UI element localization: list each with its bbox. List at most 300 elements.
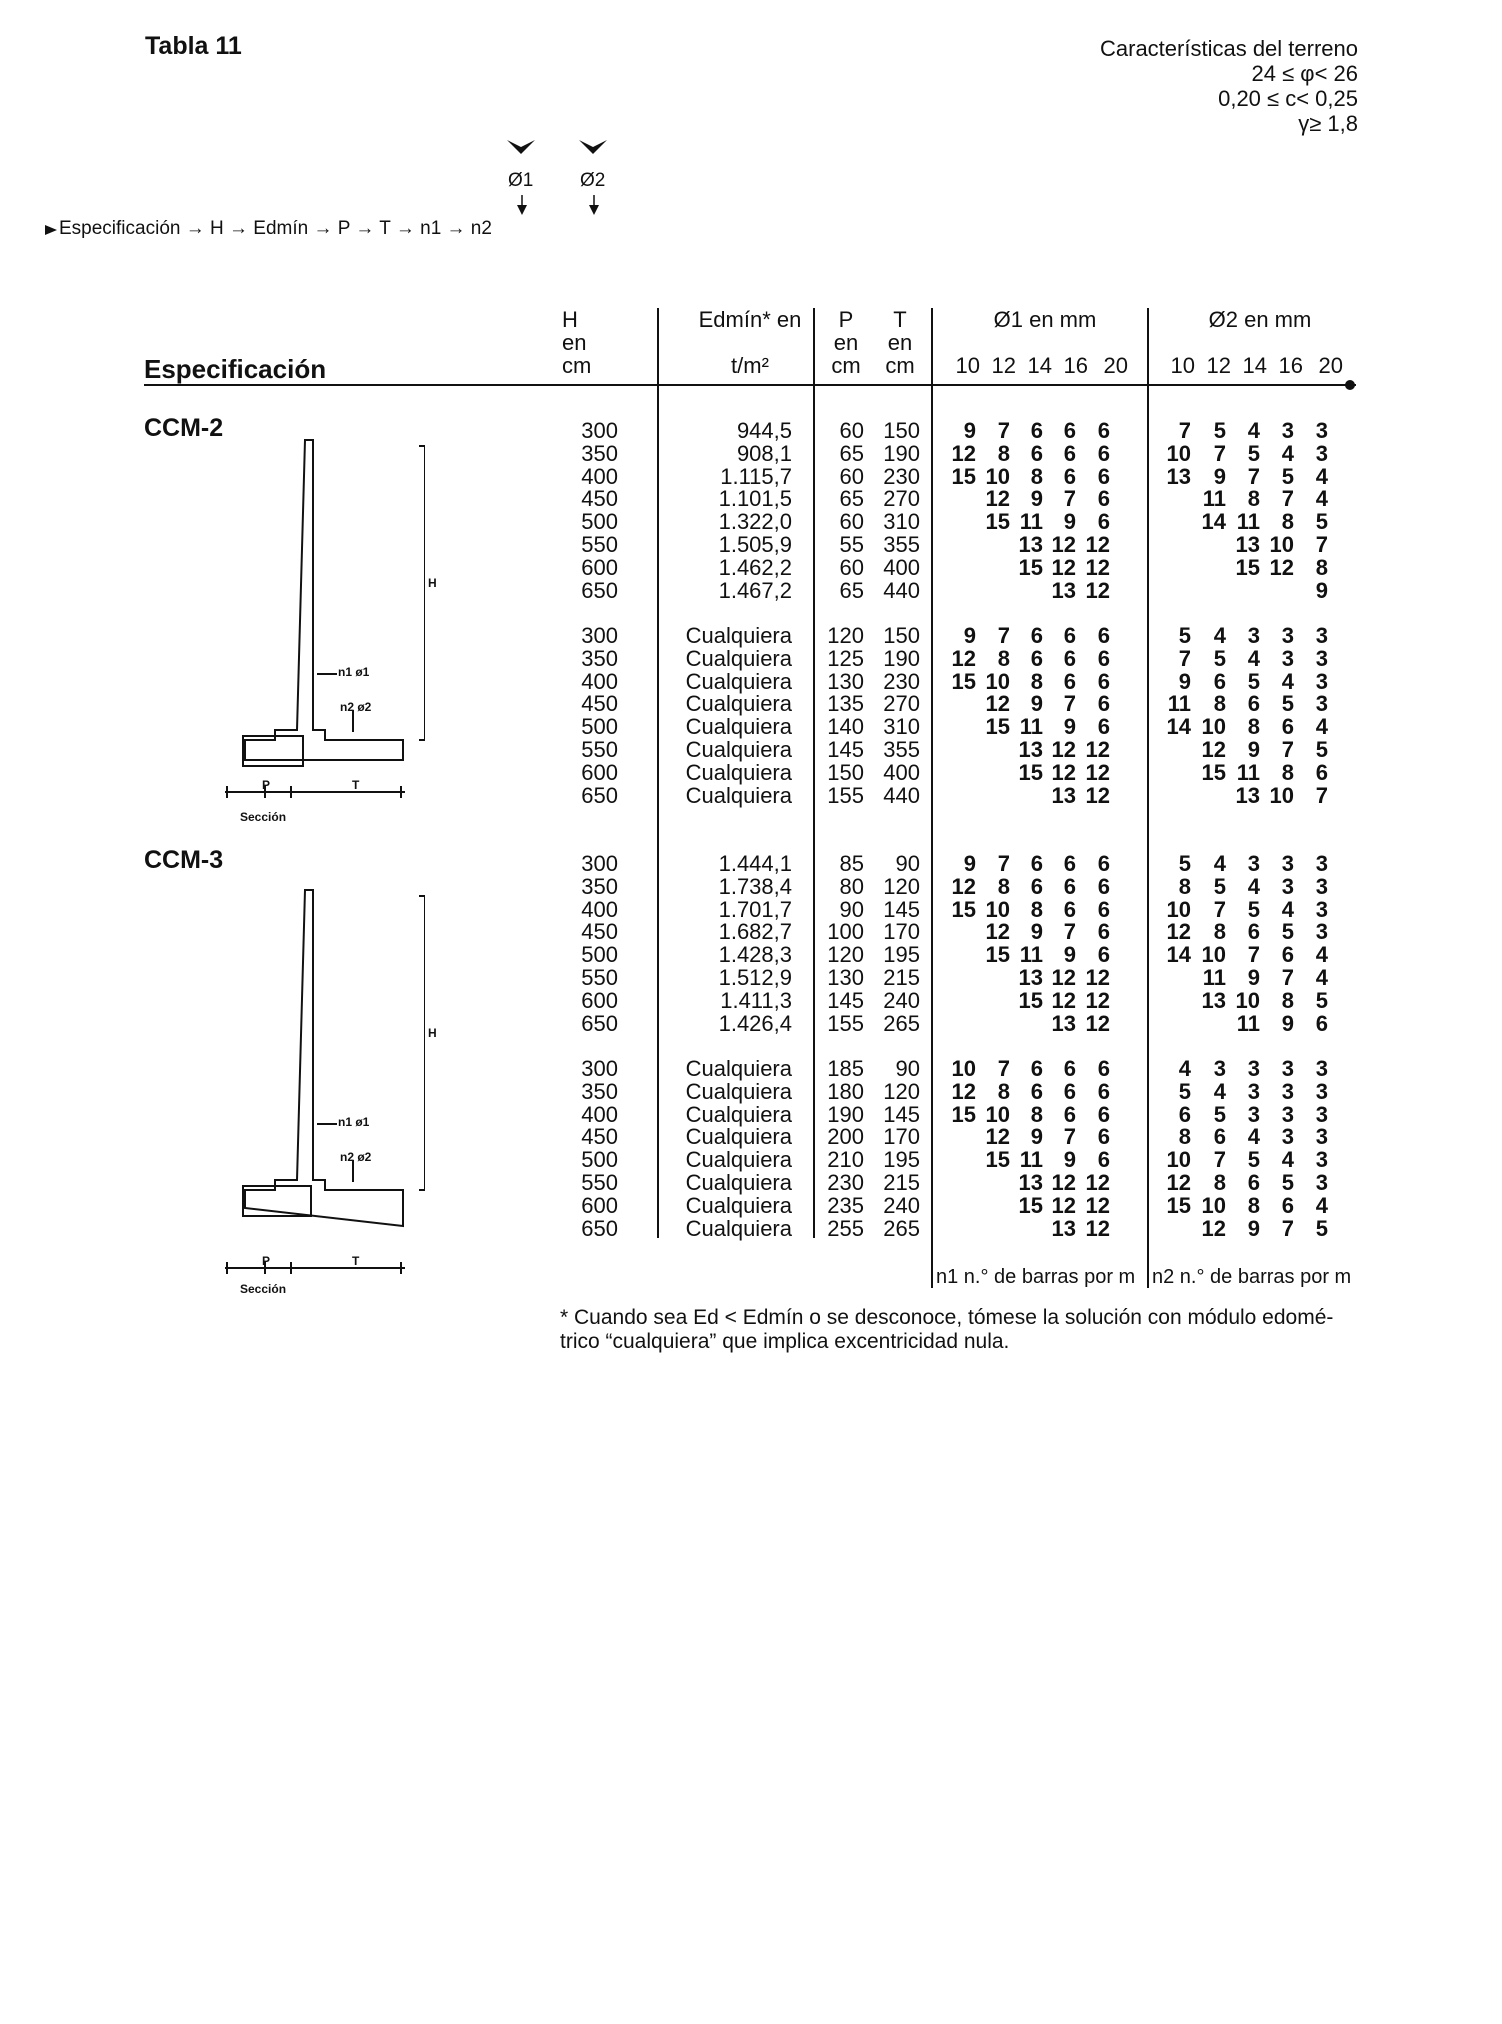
cell-edmin: 1.444,1 [718,851,792,876]
table-title: Tabla 11 [145,32,242,60]
cell-n1-d14: 6 [1030,623,1043,648]
cell-n2-d12: 3 [1213,1056,1226,1081]
cell-n2-d16: 12 [1269,554,1294,580]
cell-n2-d20: 8 [1315,554,1328,580]
cell-n1-d20: 12 [1085,1010,1110,1036]
cell-edmin: Cualquiera [685,759,792,785]
cell-n1-d12: 8 [997,873,1010,899]
ccm3-label: CCM-3 [144,846,224,874]
cell-h: 550 [581,965,618,990]
cell-n2-d20: 3 [1315,440,1328,466]
cell-n2-d16: 6 [1281,1192,1294,1218]
cell-n1-d16: 13 [1051,1215,1076,1241]
cell-n1-d20: 6 [1097,851,1110,876]
cell-n1-d16: 6 [1063,463,1076,489]
cell-edmin: 1.462,2 [718,554,792,580]
cell-edmin: Cualquiera [685,623,792,648]
cell-n2-d16: 10 [1269,782,1294,808]
phi2-diameter-14: 14 [1242,353,1267,378]
cell-n1-d20: 6 [1097,896,1110,922]
cell-n1-d16: 6 [1063,668,1076,694]
cell-h: 350 [581,1078,618,1104]
cell-t: 145 [883,896,920,922]
cell-p: 120 [827,942,864,968]
cell-n1-d14: 6 [1030,873,1043,899]
cell-n1-d12: 15 [985,1147,1010,1173]
cell-p: 65 [839,577,864,603]
cell-edmin: Cualquiera [685,782,792,808]
cell-n1-d20: 6 [1097,1078,1110,1104]
cell-n1-d20: 12 [1085,965,1110,990]
cell-n2-d20: 3 [1315,668,1328,694]
cell-n2-d16: 3 [1281,1078,1294,1104]
cell-n2-d12: 8 [1213,919,1226,945]
cell-n1-d14: 6 [1030,1078,1043,1104]
cell-n1-d10: 15 [951,1101,976,1127]
cell-edmin: Cualquiera [685,668,792,694]
cell-edmin: 1.682,7 [718,919,792,945]
cell-n2-d14: 3 [1247,1056,1260,1081]
cell-t: 90 [895,851,920,876]
ccm2-h-label: H [428,576,437,590]
cell-n1-d14: 11 [1019,942,1043,968]
cell-edmin: 944,5 [736,418,792,443]
cell-n2-d14: 9 [1247,965,1260,990]
cell-n1-d14: 6 [1030,1056,1043,1081]
cell-h: 600 [581,554,618,580]
cell-n1-d16: 12 [1051,759,1076,785]
cell-n1-d12: 12 [985,486,1010,512]
cell-n2-d14: 5 [1247,896,1260,922]
cell-n1-d16: 12 [1051,554,1076,580]
cell-n2-d16: 3 [1281,873,1294,899]
cell-n1-d16: 9 [1063,509,1076,535]
cell-edmin: 1.428,3 [718,942,792,968]
cell-n1-d20: 6 [1097,691,1110,717]
cell-h: 500 [581,509,618,535]
cell-h: 600 [581,759,618,785]
cell-n1-d20: 6 [1097,463,1110,489]
ccm3-n1-label: n1 ø1 [338,1115,370,1129]
flow-phi2: Ø2 [580,170,606,191]
cell-n1-d10: 12 [951,1078,976,1104]
cell-p: 150 [827,759,864,785]
cell-h: 450 [581,691,618,717]
cell-n2-d14: 9 [1247,1215,1260,1241]
cell-h: 500 [581,714,618,740]
cell-n1-d10: 15 [951,896,976,922]
cell-n1-d14: 9 [1030,691,1043,717]
cell-n2-d12: 12 [1201,1215,1226,1241]
cell-edmin: Cualquiera [685,1147,792,1173]
ccm3-t-label: T [352,1254,360,1268]
cell-n2-d10: 5 [1178,623,1191,648]
cell-n1-d10: 10 [951,1056,976,1081]
cell-n1-d12: 7 [997,1056,1010,1081]
cell-h: 550 [581,737,618,762]
cell-n2-d14: 8 [1247,1192,1260,1218]
cell-n2-d14: 5 [1247,668,1260,694]
cell-n2-d16: 3 [1281,1056,1294,1081]
cell-n1-d10: 12 [951,645,976,671]
cell-n2-d20: 5 [1315,987,1328,1013]
cell-n1-d12: 8 [997,440,1010,466]
cell-n2-d20: 3 [1315,851,1328,876]
cell-n1-d14: 9 [1030,1124,1043,1150]
cell-n2-d10: 7 [1178,645,1191,671]
cell-n1-d20: 6 [1097,919,1110,945]
cell-n2-d12: 10 [1201,942,1226,968]
cell-p: 180 [827,1078,864,1104]
cell-h: 350 [581,645,618,671]
cell-n1-d14: 15 [1018,987,1043,1013]
cell-n2-d14: 5 [1247,440,1260,466]
cell-n2-d20: 3 [1315,1101,1328,1127]
flow-phi1: Ø1 [508,170,534,191]
cell-edmin: 1.322,0 [718,509,792,535]
cell-n2-d14: 6 [1247,691,1260,717]
cell-p: 255 [827,1215,864,1241]
cell-n1-d20: 12 [1085,759,1110,785]
terrain-title: Características del terreno [1100,36,1358,61]
cell-n2-d16: 6 [1281,714,1294,740]
cell-n1-d20: 6 [1097,418,1110,443]
cell-n2-d10: 8 [1178,1124,1191,1150]
terrain-line-1: 24 ≤ φ< 26 [1251,61,1358,86]
cell-n2-d16: 5 [1281,463,1294,489]
cell-n1-d12: 7 [997,851,1010,876]
cell-n1-d20: 12 [1085,987,1110,1013]
cell-n1-d16: 13 [1051,577,1076,603]
cell-p: 60 [839,509,864,535]
cell-h: 300 [581,623,618,648]
cell-p: 120 [827,623,864,648]
cell-n2-d14: 7 [1247,942,1260,968]
cell-n1-d20: 6 [1097,1147,1110,1173]
cell-n2-d20: 7 [1315,532,1328,557]
cell-n1-d14: 13 [1018,1170,1043,1195]
cell-n2-d20: 3 [1315,1147,1328,1173]
cell-n2-d12: 9 [1213,463,1226,489]
cell-n2-d20: 5 [1315,509,1328,535]
cell-n1-d20: 6 [1097,942,1110,968]
cell-p: 60 [839,463,864,489]
cell-n2-d20: 6 [1315,759,1328,785]
cell-n2-d10: 10 [1166,896,1191,922]
cell-n2-d10: 15 [1166,1192,1191,1218]
e-header: Edmín* en t/m² [698,307,802,378]
cell-n2-d16: 4 [1281,896,1294,922]
cell-n1-d12: 12 [985,919,1010,945]
cell-h: 500 [581,1147,618,1173]
cell-p: 190 [827,1101,864,1127]
cell-n1-d14: 8 [1030,896,1043,922]
cell-n2-d12: 10 [1201,714,1226,740]
cell-n2-d10: 13 [1166,463,1191,489]
cell-n2-d16: 3 [1281,1101,1294,1127]
cell-h: 600 [581,987,618,1013]
cell-h: 300 [581,1056,618,1081]
p-header: P en cm [831,307,861,378]
cell-h: 300 [581,418,618,443]
ccm2-t-label: T [352,778,360,792]
cell-n1-d16: 12 [1051,965,1076,990]
cell-n2-d20: 3 [1315,1124,1328,1150]
cell-n2-d14: 4 [1247,645,1260,671]
cell-n2-d14: 7 [1247,463,1260,489]
cell-edmin: 1.505,9 [718,532,792,557]
cell-edmin: 908,1 [736,440,792,466]
cell-n1-d16: 7 [1063,486,1076,512]
cell-n1-d14: 6 [1030,645,1043,671]
cell-n2-d20: 3 [1315,873,1328,899]
cell-n1-d12: 8 [997,1078,1010,1104]
cell-t: 265 [883,1010,920,1036]
cell-n1-d20: 6 [1097,1124,1110,1150]
cell-n1-d10: 9 [963,623,976,648]
cell-n2-d12: 4 [1213,851,1226,876]
cell-n2-d16: 3 [1281,645,1294,671]
cell-h: 500 [581,942,618,968]
cell-n2-d14: 11 [1236,509,1260,535]
cell-n2-d12: 13 [1201,987,1226,1013]
cell-n2-d10: 11 [1167,691,1191,717]
cell-n2-d20: 3 [1315,919,1328,945]
phi1-header: Ø1 en mm [993,307,1097,332]
cell-edmin: 1.115,7 [720,463,792,489]
cell-n1-d16: 12 [1051,532,1076,557]
cell-p: 65 [839,440,864,466]
cell-edmin: Cualquiera [685,645,792,671]
cell-t: 310 [883,714,920,740]
cell-edmin: 1.467,2 [718,577,792,603]
cell-n2-d14: 10 [1235,987,1260,1013]
cell-t: 150 [883,418,920,443]
cell-n1-d20: 12 [1085,782,1110,808]
cell-p: 80 [839,873,864,899]
cell-n2-d16: 7 [1281,1215,1294,1241]
cell-t: 230 [883,668,920,694]
cell-n2-d10: 10 [1166,440,1191,466]
cell-t: 240 [883,987,920,1013]
cell-n1-d14: 13 [1018,532,1043,557]
cell-t: 240 [883,1192,920,1218]
cell-n2-d12: 5 [1213,418,1226,443]
cell-n1-d20: 6 [1097,440,1110,466]
cell-p: 130 [827,668,864,694]
cell-p: 155 [827,1010,864,1036]
cell-n2-d12: 5 [1213,645,1226,671]
cell-h: 400 [581,463,618,489]
cell-n2-d20: 3 [1315,691,1328,717]
cell-n1-d16: 6 [1063,1056,1076,1081]
cell-h: 650 [581,577,618,603]
cell-h: 400 [581,668,618,694]
cell-n2-d16: 4 [1281,668,1294,694]
cell-n2-d20: 5 [1315,737,1328,762]
cell-n2-d10: 5 [1178,851,1191,876]
cell-edmin: Cualquiera [685,1215,792,1241]
cell-n1-d10: 15 [951,463,976,489]
cell-n2-d12: 8 [1213,1170,1226,1195]
cell-n2-d16: 6 [1281,942,1294,968]
cell-n1-d20: 12 [1085,532,1110,557]
cell-h: 650 [581,1010,618,1036]
cell-n2-d12: 5 [1213,873,1226,899]
cell-n1-d12: 15 [985,942,1010,968]
phi2-diameter-20: 20 [1318,353,1343,378]
cell-n1-d12: 12 [985,691,1010,717]
cell-p: 85 [839,851,864,876]
cell-n2-d16: 3 [1281,851,1294,876]
cell-n1-d14: 11 [1019,1147,1043,1173]
cell-n2-d12: 4 [1213,623,1226,648]
cell-n2-d12: 7 [1213,896,1226,922]
cell-n2-d14: 9 [1247,737,1260,762]
cell-n2-d20: 6 [1315,1010,1328,1036]
cell-n2-d14: 4 [1247,418,1260,443]
cell-n1-d14: 13 [1018,737,1043,762]
cell-n2-d14: 13 [1235,532,1260,557]
cell-p: 185 [827,1056,864,1081]
cell-n2-d20: 4 [1315,942,1328,968]
cell-n1-d14: 8 [1030,463,1043,489]
cell-n2-d14: 15 [1235,554,1260,580]
cell-n2-d12: 7 [1213,440,1226,466]
cell-n2-d14: 3 [1247,1101,1260,1127]
cell-n2-d14: 4 [1247,873,1260,899]
cell-n2-d20: 3 [1315,1170,1328,1195]
cell-p: 145 [827,987,864,1013]
cell-n1-d10: 9 [963,418,976,443]
cell-n1-d20: 6 [1097,714,1110,740]
t-header: T en cm [885,307,915,378]
cell-n2-d16: 5 [1281,1170,1294,1195]
cell-n2-d10: 5 [1178,1078,1191,1104]
cell-h: 450 [581,486,618,512]
cell-n1-d16: 6 [1063,623,1076,648]
cell-n1-d16: 7 [1063,1124,1076,1150]
cell-n1-d20: 12 [1085,1192,1110,1218]
cell-t: 355 [883,737,920,762]
cell-h: 300 [581,851,618,876]
ccm3-p-label: P [262,1254,271,1268]
phi2-diameter-16: 16 [1278,353,1303,378]
cell-t: 215 [883,1170,920,1195]
cell-n1-d20: 6 [1097,1101,1110,1127]
cell-n2-d20: 3 [1315,623,1328,648]
cell-h: 650 [581,782,618,808]
cell-n2-d10: 12 [1166,1170,1191,1195]
cell-n1-d14: 6 [1030,851,1043,876]
cell-edmin: Cualquiera [685,1078,792,1104]
cell-n1-d20: 6 [1097,1056,1110,1081]
cell-n2-d16: 8 [1281,759,1294,785]
cell-n1-d16: 13 [1051,782,1076,808]
cell-n1-d16: 7 [1063,691,1076,717]
cell-p: 235 [827,1192,864,1218]
cell-p: 210 [827,1147,864,1173]
cell-n2-d20: 3 [1315,645,1328,671]
cell-h: 600 [581,1192,618,1218]
cell-n2-d10: 6 [1178,1101,1191,1127]
cell-t: 195 [883,942,920,968]
cell-edmin: Cualquiera [685,1192,792,1218]
phi1-diameter-20: 20 [1103,353,1128,378]
cell-n2-d10: 7 [1178,418,1191,443]
cell-n2-d12: 15 [1201,759,1226,785]
cell-n1-d20: 6 [1097,509,1110,535]
cell-edmin: Cualquiera [685,691,792,717]
ccm2-n2-label: n2 ø2 [340,700,372,714]
cell-edmin: 1.101,5 [718,486,792,512]
cell-n2-d14: 6 [1247,1170,1260,1195]
cell-n1-d14: 9 [1030,486,1043,512]
phi1-diameter-10: 10 [955,353,980,378]
cell-n1-d16: 6 [1063,1078,1076,1104]
terrain-line-3: γ≥ 1,8 [1298,111,1358,136]
cell-p: 130 [827,965,864,990]
cell-n1-d12: 10 [985,1101,1010,1127]
cell-p: 230 [827,1170,864,1195]
cell-t: 120 [883,873,920,899]
cell-t: 190 [883,645,920,671]
phi1-diameter-12: 12 [991,353,1016,378]
cell-t: 145 [883,1101,920,1127]
cell-t: 170 [883,1124,920,1150]
cell-n2-d12: 6 [1213,1124,1226,1150]
cell-n2-d16: 3 [1281,418,1294,443]
cell-t: 440 [883,782,920,808]
cell-edmin: Cualquiera [685,1101,792,1127]
ccm2-p-label: P [262,778,271,792]
cell-edmin: 1.411,3 [720,987,792,1013]
cell-edmin: Cualquiera [685,1056,792,1081]
cell-h: 450 [581,919,618,945]
phi2-diameter-10: 10 [1170,353,1195,378]
cell-n1-d10: 9 [963,851,976,876]
cell-n2-d20: 4 [1315,463,1328,489]
cell-n1-d20: 12 [1085,554,1110,580]
cell-n1-d10: 15 [951,668,976,694]
cell-n2-d14: 6 [1247,919,1260,945]
cell-p: 55 [839,532,864,557]
cell-n2-d14: 4 [1247,1124,1260,1150]
cell-h: 400 [581,1101,618,1127]
cell-n2-d16: 8 [1281,509,1294,535]
cell-n1-d14: 15 [1018,554,1043,580]
cell-edmin: 1.701,7 [718,896,792,922]
cell-edmin: Cualquiera [685,1170,792,1195]
cell-t: 90 [895,1056,920,1081]
cell-edmin: 1.426,4 [718,1010,792,1036]
cell-t: 270 [883,486,920,512]
cell-n2-d12: 12 [1201,737,1226,762]
cell-n2-d20: 4 [1315,1192,1328,1218]
cell-n1-d16: 6 [1063,440,1076,466]
cell-n2-d10: 8 [1178,873,1191,899]
cell-n1-d12: 15 [985,509,1010,535]
cell-t: 270 [883,691,920,717]
cell-n1-d16: 12 [1051,1192,1076,1218]
cell-n1-d12: 15 [985,714,1010,740]
cell-n1-d16: 6 [1063,851,1076,876]
cell-n1-d16: 6 [1063,896,1076,922]
phi1-diameter-14: 14 [1027,353,1052,378]
cell-n2-d14: 5 [1247,1147,1260,1173]
cell-n2-d20: 4 [1315,714,1328,740]
phi1-diameter-16: 16 [1063,353,1088,378]
